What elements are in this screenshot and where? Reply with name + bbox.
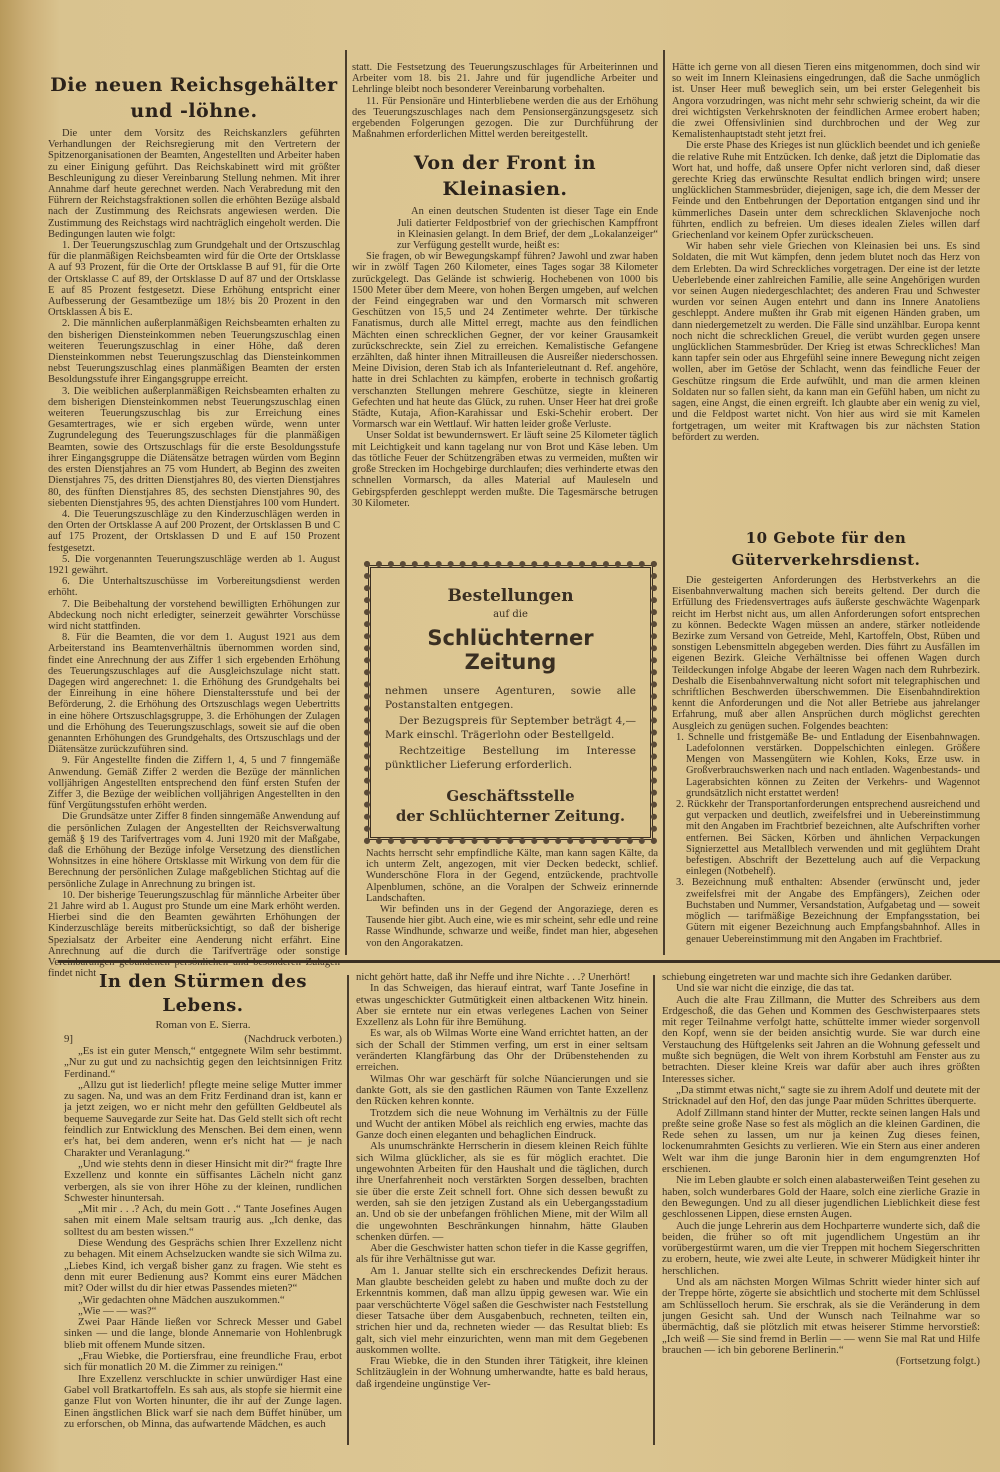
ad-text: Rechtzeitige Bestellung im Interesse pünktlicher Lieferung erforderlich. [385,745,636,771]
serial-novel-left [64,970,342,1430]
middle-column-after-ad [366,848,658,949]
paragraph: 2. Die männlichen außerplanmäßigen Reichsbeamten erhalten zu den bisherigen Diensteinkommen neben Teuerungszuschlag einen weiteren Teuerungszuschlag in einer Höhe, daß deren Diensteinkommen nebst Teuerungszuschlag das Diensteinkommen nebst Teuerungszuschlag eines planmäßigen Beamten der ersten Besoldungsstufe ihrer Eingangsgruppe erreicht. [48,318,340,386]
ad-text: Der Bezugspreis für September beträgt 4,— Mark einschl. Trägerlohn oder Bestellgeld. [385,715,636,741]
ad-title: Bestellungen [447,586,574,606]
novel-byline: Roman von E. Sierra. [155,1019,251,1031]
paragraph: Nie im Leben glaubte er solch einen alabasterweißen Teint gesehen zu haben, solch wunderbares Gold der Haare, solch eine zierliche Grazie in den Bewegungen. Und zu all dieser jugendlichen Lieblichkeit diese fest geschlossenen Lippen, diese ernsten Augen. [662,1174,980,1221]
paragraph: 4. Die Teuerungszuschläge zu den Kinderzuschlägen werden in den Orten der Ortsklasse A auf 200 Prozent, der Ortsklassen B und C auf 175 Prozent, der Ortsklassen D und E auf 150 Prozent festgesetzt. [48,508,340,554]
subscription-advertisement [368,565,653,840]
paragraph: 1. Schnelle und fristgemäße Be- und Entladung der Eisenbahnwagen. Ladefolonnen verstärken. Doppelschichten einlegen. Größere Mengen von Massengütern wie Kohlen, Koks, Erze usw. in Großverbrauchswerken nach und nach entladen. Wagenbestands- und Lagerabsichten können zu Zeiten der Verkehrs- und Wagennot grundsätzlich nicht erstattet werden! [676,731,980,799]
paragraph: „Und wie stehts denn in dieser Hinsicht mit dir?“ fragte Ihre Exzellenz und konnte ein süffisantes Lächeln nicht ganz verbergen, als sie von ihrer Höhe zu der kleinen, rundlichen Schwester hinuntersah. [64,1157,342,1204]
paragraph: „Frau Wiebke, die Portiersfrau, eine freundliche Frau, erbot sich für monatlich 20 M. die Zimmer zu reinigen.“ [64,1350,342,1374]
paragraph: 6. Die Unterhaltszuschüsse im Vorbereitungsdienst werden erhöht. [48,576,340,599]
paragraph: schiebung eingetreten war und machte sich ihre Gedanken darüber. [662,971,952,983]
column-rule [345,50,347,955]
paragraph: Und als am nächsten Morgen Wilmas Schritt wieder hinter sich auf der Treppe hörte, zögerte sie absichtlich und stocherte mit dem Schlüssel am Schlüsselloch herum. Sie erschrak, als sie die Veränderung in dem jungen Gesicht sah. Und der Wunsch nach Teilnahme war so übermächtig, daß sie plötzlich mit etwas heiserer Stimme hervorstieß: „Ich weiß — Sie sind fremd in Berlin — — wenn Sie mal Rat und Hilfe brauchen — ich bin geborene Berlinerin.“ [662,1276,980,1356]
paragraph: 11. Für Pensionäre und Hinterbliebene werden die aus der Erhöhung des Teuerungszuschlages nach dem Pensionsergänzungsgesetz sich ergebenden Folgerungen gezogen. Die zur Durchführung der Maßnahmen erforderlichen Mittel werden bereitgestellt. [352,95,658,141]
paragraph: Als unumschränkte Herrscherin in diesem kleinen Reich fühlte sich Wilma glücklicher, als sie es für möglich erachtet. Die ungewohnten Arbeiten für den Haushalt und die täglichen, durch ihre Unerfahrenheit noch verstärkten Sorgen desselben, brachten sie über die erste Zeit schnell fort. Ohne sich dessen bewußt zu werden, sah sie den jetzigen Zustand als ein Uebergangsstadium an. Und ob sie der unbefangen fröhlichen Miene, mit der Wilm all die ungewohnten Beschränkungen hinnahm, hätte Glauben schenken dürfen. — [356,1140,648,1243]
headline: Die neuen Reichsgehälter und -löhne. [50,74,338,122]
paragraph: Sie fragen, ob wir Bewegungskampf führen? Jawohl und zwar haben wir in zwölf Tagen 260 Kilometer, eines Tages sogar 38 Kilometer zurückgelegt. Das Gelände ist schwierig. Hochebenen von 1000 bis 1500 Meter über dem Meere, von hohen Bergen umgeben, auf welchen der Feind eingegraben war und den Vormarsch mit schweren Geschützen von 15,5 und 24 Zentimeter wehrte. Der türkische Fanatismus, durch alle Mittel erregt, machte aus den feindlichen Mächten einen schrecklichen Gegner, der vor keiner Grausamkeit zurückschreckte, sein Ziel zu erreichen. Kemalistische Gefangene erzählten, daß hinter ihnen Mitrailleusen die Ausreißer niederschossen. Meine Division, deren Stab ich als Infanterieleutnant d. Ref. angehöre, hatte in drei Schlachten zu kämpfen, eroberte in technisch großartig verschanzten Stellungen mehrere Geschütze, siegte in kleineren Gefechten und hat heute das Glück, zu ruhen. Unser Heer hat drei große Städte, Kutaja, Afion-Karahissar und Eski-Schehir erobert. Der Vormarsch war ein Wettlauf. Wir hatten leider große Verluste. [352,251,658,431]
paragraph: Es war, als ob Wilmas Worte eine Wand errichtet hatten, an der sich der Schall der Stimmen verfing, um erst in einer seltsam veränderten Klangfärbung das Ohr der Drübenstehenden zu erreichen. [356,1027,648,1074]
paragraph: Aber die Geschwister hatten schon tiefer in die Kasse gegriffen, als für ihre Verhältnisse gut war. [356,1242,648,1266]
paragraph: 1. Der Teuerungszuschlag zum Grundgehalt und der Ortszuschlag für die planmäßigen Reichsbeamten wird für die Orte der Ortsklasse A auf 93 Prozent, für die Orte der Ortsklasse B auf 91, für die Orte der Ortsklasse C auf 89, der Ortsklasse D auf 87 und der Ortsklasse E auf 85 Prozent festgesetzt. Diese Erhöhung entspricht einer Aufbesserung der Gesamtbezüge um 18½ bis 20 Prozent in den Ortsklassen A bis E. [48,240,340,319]
paragraph: 5. Die vorgenannten Teuerungszuschläge werden ab 1. August 1921 gewährt. [48,553,340,576]
paragraph: 9. Für Angestellte finden die Ziffern 1, 4, 5 und 7 finngemäße Anwendung. Gemäß Ziffer 2 werden die Bezüge der männlichen volljährigen Angestellten entsprechend den fünf ersten Stufen der Ziffer 3, die Bezüge der weiblichen volljährigen Angestellten in den fünf Vergütungsstufen erhöht werden. [48,755,340,812]
paragraph: Auch die junge Lehrerin aus dem Hochparterre wunderte sich, daß die beiden, die früher so oft mit jugendlichem Ungestüm an ihr vorübergestürmt waren, um die vier Treppen mit hochem Siegerschritten zu erobern, heute, wie zwei alte Leute, in schwerer Müdigkeit hinter ihr herschlichen. [662,1219,980,1277]
paragraph: Zwei Paar Hände ließen vor Schreck Messer und Gabel sinken — und die lange, blonde Annemarie von Hohlenbrugk blieb mit offenem Munde sitzen. [64,1316,342,1351]
headline: Von der Front in Kleinasien. [413,152,597,201]
column-rule [653,975,655,1445]
paragraph: 3. Die weiblichen außerplanmäßigen Reichsbeamten erhalten zu dem bisherigen Diensteinkommen nebst Teuerungszuschlag einen weiteren Teuerungszuschlag bis zur Erreichung eines Gesamtertrages, wie er sich ergeben würde, wenn unter Zugrundelegung des Teuerungszuschlages für die planmäßigen Beamten, sowie des Ortszuschlags für die erste Besoldungsstufe ihrer Eingangsgruppe die Diätensätze betragen würden vom Beginn des ersten Dienstjahres an 75 vom Hundert, ab Beginn des zweiten Dienstjahres 75, des dritten Dienstjahres 80, des vierten Dienstjahres 80, des fünften Dienstjahres 85, des sechsten Dienstjahres 90, des siebenten Dienstjahres 95, des achten Dienstjahres 100 vom Hundert. [48,385,340,509]
ad-signature: der Schlüchterner Zeitung. [395,807,626,825]
paragraph: Wilmas Ohr war geschärft für solche Nüancierungen und sie dankte Gott, als sie den gastlichen Räumen von Tante Exzellenz den Rücken kehren konnte. [356,1072,648,1108]
serial-novel-middle [356,972,648,1390]
paragraph: „Es ist ein guter Mensch,“ entgegnete Wilm sehr bestimmt. „Nur zu gut und zu nachsichtig gegen den leichtsinnigen Fritz Ferdinand.“ [64,1045,342,1080]
paragraph: Die Grundsätze unter Ziffer 8 finden sinngemäße Anwendung auf die persönlichen Zulagen der Angestellten der Reichsverwaltung gemäß § 19 des Tarifvertrages vom 4. Juni 1920 mit der Maßgabe, daß die Erhöhung der Bezüge infolge Versetzung des dienstlichen Wohnsitzes in eine höhere Ortsklasse mit Wirkung von dem für die Berechnung der persönlichen Zulage maßgeblichen Stichtag auf die persönliche Zulage in Anrechnung zu bringen ist. [48,811,340,890]
paragraph: Diese Wendung des Gesprächs schien Ihrer Exzellenz nicht zu behagen. Mit einem Achselzucken wandte sie sich Wilma zu. „Liebes Kind, ich vergaß bisher ganz zu fragen. Wie steht es denn mit eurer Bedienung aus? Kommt eins eurer Mädchen mit? Oder willst du dir hier etwas Passendes mieten?“ [64,1237,342,1295]
paragraph: 10. Der bisherige Teuerungszuschlag für männliche Arbeiter über 21 Jahre wird ab 1. August pro Stunde um eine Mark erhöht werden. Hierbei sind die den Beamten gewährten Erhöhungen der Kinderzuschläge bereits mitberücksichtigt, so daß der bisherige Spezialsatz der Arbeiter eine Aenderung nicht erfährt. Eine Anrechnung auf die durch die Tarifverträge oder sonstige Vereinbarungen gebundenen persönlichen und besonderen Zulagen findet nicht [48,889,340,980]
paragraph: nicht gehört hatte, daß ihr Neffe und ihre Nichte . . .? Unerhört! [356,971,631,983]
ad-signature: Geschäftsstelle [446,787,575,805]
headline: 10 Gebote für den Güterverkehrsdienst. [731,529,921,569]
paragraph: Wir befinden uns in der Gegend der Angoraziege, deren es Tausende hier gibt. Auch eine, wie es mir scheint, sehr edle und reine Rasse Windhunde, schwarze und weiße, findet man hier, abgesehen von den Angorakatzen. [366,904,658,949]
paragraph: Hätte ich gerne von all diesen Tieren eins mitgenommen, doch sind wir so weit im Innern Kleinasiens eingedrungen, daß die Sache unmöglich ist. Unser Heer muß beweglich sein, um bei erster Gelegenheit bis Angora vorzudringen, was nicht mehr sehr schwierig scheint, da wir die drei wichtigsten Verkehrsknoten der feindlichen Armee erobert haben; die zwei Offensivlinien sind durchbrochen und der Weg zur Kemalistenhauptstadt steht jetzt frei. [672,62,980,141]
installment-number: 9] [64,1033,73,1045]
article-reichsgehaelter [48,72,340,979]
paragraph: Am 1. Januar stellte sich ein erschreckendes Defizit heraus. Man glaubte bescheiden gelebt zu haben und mußte doch zu der Erkenntnis kommen, daß man allzu üppig gewesen war. Wie ein paar verschüchterte Vögel saßen die Geschwister nach Feststellung dieser Tatsache über dem Ausgabenbuch, rechneten, teilten ein, strichen hier und da, rechneten wieder — das Resultat blieb: Es galt, sich viel mehr einzurichten, wenn man mit dem Gegebenen auskommen wollte. [356,1264,648,1356]
paragraph: „Da stimmt etwas nicht,“ sagte sie zu ihrem Adolf und deutete mit der Stricknadel auf den Hof, den das junge Paar müden Schrittes überquerte. [662,1083,980,1108]
paragraph: Trotzdem sich die neue Wohnung im Verhältnis zu der Fülle und Wucht der antiken Möbel als reichlich eng erwies, machte das Ganze doch einen eleganten und behaglichen Eindruck. [356,1106,648,1142]
paragraph: Nachts herrscht sehr empfindliche Kälte, man kann sagen Kälte, da ich unterm Zelt, angezogen, mit vier Decken bedeckt, schlief. Wunderschöne Flora in der Gegend, entzückende, prachtvolle Alpenblumen, schöne, an die Voralpen der Schweiz erinnernde Landschaften. [366,848,658,904]
paragraph: Ihre Exzellenz verschluckte in schier unwürdiger Hast eine Gabel voll Bratkartoffeln. Es sah aus, als stopfe sie hiermit eine ganze Flut von Worten hinunter, die ihr auf der Zunge lagen. Einen ängstlichen Blick warf sie nach dem Büffet hinüber, um zu erforschen, ob Minna, das aufwartende Mädchen, es auch [64,1372,342,1430]
paragraph: 8. Für die Beamten, die vor dem 1. August 1921 aus dem Arbeiterstand ins Beamtenverhältnis übernommen worden sind, findet eine Anrechnung der aus Ziffer 1 sich ergebenden Erhöhung des Teuerungszuschlages auf die Ausgleichszulage nicht statt. Dagegen wird angerechnet: 1. die Erhöhung des Grundgehalts bei der Einreihung in eine höhere Dienstaltersstufe und bei der Beförderung, 2. die Erhöhung des Ortszuschlags wegen Uebertritts in eine höhere Ortszuschlagsgruppe, 3. die Erhöhungen der Zulagen und die Erhöhung des Teuerungszuschlags, soweit sie auf die oben genannten Erhöhungen des Grundgehalts, des Ortszuschlags und der Diätensätze zurückzuführen sind. [48,632,340,756]
paragraph: „Allzu gut ist liederlich! pflegte meine selige Mutter immer zu sagen. Na, und was an dem Fritz Ferdinand dran ist, kann er ja jetzt zeigen, wo er nicht mehr den gefüllten Geldbeutel als bequeme Sauvegarde zur Seite hat. Das Geld stellt sich oft recht feindlich zur Entwicklung des Menschen. Bei dem einen, wenn er's hat, bei dem anderen, wenn er's nicht hat — je nach Charakter und Veranlagung.“ [64,1078,342,1159]
paragraph: 2. Rückkehr der Transportanforderungen entsprechend ausreichend und gut verpacken und deutlich, zweifelsfrei und in Uebereinstimmung mit den Angaben im Frachtbrief bezeichnen, alte Aufschriften vorher entfernen. Bei Säcken, Körben und ähnlichen Verpackungen Signierzettel aus Metallblech verwenden und mit geglühtem Draht befestigen. Abschrift der Bezettelung auch auf die Verpackung einlegen (Notbehelf). [676,799,980,878]
novel-title: In den Stürmen des Lebens. [98,971,308,1016]
paragraph: Frau Wiebke, die in den Stunden ihrer Tätigkeit, ihre kleinen Schlitzäuglein in der Wohnung umherwandte, hatte es bald heraus, daß irgendeine ungünstige Ver- [356,1355,648,1390]
paragraph: 7. Die Beibehaltung der vorstehend bewilligten Erhöhungen zur Abdeckung noch nicht erledigter, seinerzeit gewährter Vorschüsse wird nicht stattfinden. [48,598,340,632]
paragraph: Die unter dem Vorsitz des Reichskanzlers geführten Verhandlungen der Reichsregierung mit den Vertretern der Spitzenorganisationen der Beamten, Angestellten und Arbeiter haben zu einer Einigung geführt. Das Reichskabinett wird mit größter Beschleunigung zu dieser Vereinbarung Stellung nehmen. Mit ihrer Annahme darf heute gerechnet werden. Nach Verabredung mit den Führern der Reichstagsfraktionen sollen die erhöhten Bezüge alsbald nach der Zustimmung des Reichsrats angewiesen werden. Die Zustimmung des Reichstags wird nachträglich eingeholt werden. Die Bedingungen lauten wie folgt: [48,128,340,240]
article-gueterverkehr [672,527,980,945]
paragraph: Auch die alte Frau Zillmann, die Mutter des Schreibers aus dem Erdgeschoß, die das Gehen und Kommen des Geschwisterpaares stets mit reger Teilnahme verfolgt hatte, schüttelte immer wieder sorgenvoll den Kopf, wenn sie der beiden ansichtig wurde. Sie war durch eine Verstauchung des Hüftgelenks seit Jahren an die Wohnung gefesselt und mußte sich begnügen, die Welt von ihrem Korbstuhl am Fenster aus zu betrachten. Dieser kleine Kreis war dafür aber auch ihres größten Interesses sicher. [662,993,980,1085]
paragraph: Und sie war nicht die einzige, die das tat. [676,982,855,995]
continuation-note: (Fortsetzung folgt.) [896,1355,980,1368]
paragraph: Die gesteigerten Anforderungen des Herbstverkehrs an die Eisenbahnverwaltung machen sich bereits geltend. Der durch die Erfüllung des Friedensvertrages aufs äußerste geschwächte Wagenpark reicht im Herbst nicht aus, um allen Anforderungen sofort entsprechen zu können. Bedeckte Wagen müssen an andere, stärker notleidende Bezirke zum Versand von Getreide, Mehl, Kartoffeln, Obst, Rüben und sonstigen Lebensmitteln abgegeben werden. Dies führt zu Ausfällen im eigenen Bezirk. Gleiche Verhältnisse bei offenen Wagen durch Teildeckungen infolge Abgabe der leeren Wagen nach dem Ruhrbezirk. Deshalb die Eisenbahnverwaltung nicht sofort mit telegraphischen und schriftlichen Beschwerden überschwemmen. Die Eisenbahndirektion kennt die Anforderungen und die Not aller Betriebe aus jahrelanger Erfahrung, muß aber allen Ansprüchen durch möglichst gerechten Ausgleich zu genügen suchen. Folgendes beachten: [672,575,980,732]
paragraph: In das Schweigen, das hierauf eintrat, warf Tante Josefine in etwas ungeschickter Gutmütigkeit einen altbackenen Witz hinein. Aber sie erntete nur ein etwas verlegenes Lachen von Seiner Exzellenz als Lohn für ihre Bemühung. [356,982,648,1029]
middle-column-top [352,62,658,509]
paragraph: „Mit mir . . .? Ach, du mein Gott . .“ Tante Josefines Augen sahen mit einem Male seltsam traurig aus. „Ich denke, das solltest du am besten wissen.“ [64,1203,342,1238]
paragraph: Adolf Zillmann stand hinter der Mutter, reckte seinen langen Hals und preßte seine große Nase so fest als möglich an die kleinen Gardinen, die Rede sehen zu lassen, um nur ja keinen Zug dieses feinen, lockenumrahmten Gesichts zu verlieren. Wie ein Stern aus einer anderen Welt war ihm die junge Baronin hier in dem engumgrenzten Hof erschienen. [662,1106,980,1176]
reprint-notice: (Nachdruck verboten.) [244,1033,342,1045]
column-rule [663,50,665,955]
paragraph: statt. Die Festsetzung des Teuerungszuschlages für Arbeiterinnen und Arbeiter vom 18. bis 21. Jahre und für jugendliche Arbeiter und Lehrlinge bleibt noch besonderer Vereinbarung vorbehalten. [352,62,658,96]
paragraph: Unser Soldat ist bewundernswert. Er läuft seine 25 Kilometer täglich mit Leichtigkeit und kann tagelang nur von Brot und Käse leben. Um das tötliche Feuer der Schützengräben etwas zu vermeiden, mußten wir große Strecken im Hochgebirge durchlaufen; dies verhinderte etwas den schnellen Vormarsch, da alles Material auf Mauleseln und Gebirgspferden geschleppt werden mußte. Die Tagesmärsche betrugen 30 Kilometer. [352,430,658,509]
paragraph: Die erste Phase des Krieges ist nun glücklich beendet und ich genieße die relative Ruhe mit Entzücken. Ich denke, daß jetzt die Diplomatie das Wort hat, und hoffe, daß unsere Opfer nicht verloren sind, daß dieser gerechte Krieg das erwünschte Resultat endlich bringen wird; unsere unglücklichen Stammesbrüder, diejenigen, sage ich, die dem Messer der Feinde und den Entbehrungen der Deportation entgangen sind und ihr kümmerliches Dasein unter dem schrecklichen Sklavenjoche noch führten, endlich zu befreien. Um dieses idealen Zieles willen darf Griechenland vor keinem Opfer zurückscheuen. [672,140,980,242]
serial-novel-right [662,972,980,1367]
right-column-top [672,62,980,443]
ad-text: nehmen unsere Agenturen, sowie alle Postanstalten entgegen. [385,685,636,711]
paragraph: Wir haben sehr viele Griechen von Kleinasien bei uns. Es sind Soldaten, die mit Wut kämpfen, denn jedem blutet noch das Herz von dem Erlebten. Da wird Schreckliches vorgetragen. Der eine ist der letzte Ueberlebende einer zahlreichen Familie, alle seine Angehörigen wurden vor seinen Augen niedergeschlachtet; des anderen Frau und Schwester wurden vor seinen Augen entehrt und dann ins Innere Anatoliens geschleppt. Andere mußten ihr Grab mit eigenen Händen graben, um dann niedergemetzelt zu werden. Die Fälle sind unzählbar. Europa kennt noch nicht die schrecklichen Greuel, die verübt wurden gegen unsere unglücklichen Stammesbrüder. Der Krieg ist etwas Schreckliches! Man kann tapfer sein oder aus Ehrgefühl seine innere Bewegung nicht zeigen wollen, aber im Getöse der Schlacht, wenn das feindliche Feuer der Geschütze ringsum die Erde aufwühlt, und man die armen kleinen Soldaten nur so fallen sieht, da kann man ein Gefühl haben, um nicht zu sagen, eine Angst, die einen ergreift. Ich glaubte aber ein wenig zu viel, und die Feldpost wartet nicht. Von hier aus wird sie mit Kamelen fortgetragen, um weiter mit Kraftwagen bis zur nächsten Station befördert zu werden. [672,241,980,443]
paragraph: 3. Bezeichnung muß enthalten: Absender (erwünscht und, jeder zweifelsfrei mit der Angabe des Empfängers), Zeichen oder Buchstaben und Nummer, Versandstation, Aufgabetag und — soweit möglich — tarifmäßige Bezeichnung der Empfangsstation, bei Gütern mit eigener Bezeichnung auch Empfangsbahnhof. Alles in genauer Uebereinstimmung mit den Angaben im Frachtbrief. [676,877,980,945]
paragraph: An einen deutschen Studenten ist dieser Tage ein Ende Juli datierter Feldpostbrief von der griechischen Kampffront in Kleinasien gelangt. In dem Brief, der dem „Lokalanzeiger“ zur Verfügung gestellt wurde, heißt es: [397,206,658,252]
paragraph: „Wie — — was?“ [78,1304,157,1317]
paragraph: „Wir gedachten ohne Mädchen auszukommen.“ [78,1293,285,1306]
column-rule [347,975,349,1445]
ad-subtitle: auf die [493,609,528,620]
ad-newspaper-name: Schlüchterner Zeitung [427,626,594,674]
